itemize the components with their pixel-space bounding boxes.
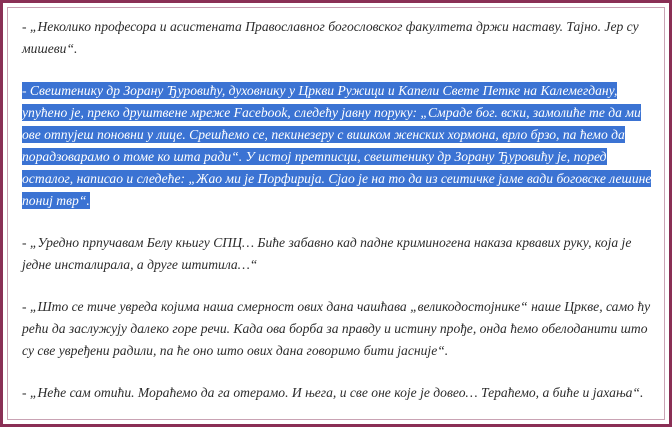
selected-text[interactable]: - Свештенику др Зорану Ђуровићу, духовнику у Цркви Ружици и Капели Свете Петке на Калемегдану, упућено је, преко друштвене мреже Facebook, следећу јавну поруку: „Смраде бог. вски, замолиће те да ми ове отпујеш поновни у лице. Срешћемо се, пекинезеру с вишком женских хормона, врло брзо, па ћемо да порадзоварамо о томе ко шта ради“. У истој претписци, свештенику др Зорану Ђуровићу је, поред осталог, написао и следеће: „Жао ми је Порфирија. Сјао је на то да из сеитичке јаме вади боговске лешине пониј твр“. bbox=[22, 83, 652, 208]
paragraph-3-text: - „Уредно прпучавам Белу књигу СПЦ… Биће забавно кад падне криминогена наказа крвавих руку, која је једне инсталирала, а друге штитила…“ bbox=[22, 235, 632, 272]
paragraph-5 bbox=[22, 382, 654, 404]
document-page bbox=[7, 7, 665, 420]
paragraph-5-text: - „Неће сам отићи. Морaћемо да га отерамо. И њега, и све оне које је довео… Тераћемо, а биће и јахања“. bbox=[22, 385, 644, 400]
paragraph-3 bbox=[22, 232, 654, 276]
document-body bbox=[22, 16, 662, 420]
paragraph-1 bbox=[22, 16, 654, 60]
paragraph-4 bbox=[22, 296, 654, 362]
paragraph-1-text: - „Неколико професора и асистената Православног богословског факултета држи наставу. Тајно. Јер су мишеви“. bbox=[22, 19, 639, 56]
paragraph-4-text: - „Што се тиче увреда којима наша смерност ових дана чашћава „великодостојнике“ наше Цркве, само ћу рећи да заслужују далеко горе речи. Када ова борба за правду и истину прође, онда ћемо обелоданити што су све увређени радили, па ће оно што ових дана говоримо бити јасније“. bbox=[22, 299, 651, 358]
paragraph-2-selected[interactable] bbox=[22, 80, 654, 212]
